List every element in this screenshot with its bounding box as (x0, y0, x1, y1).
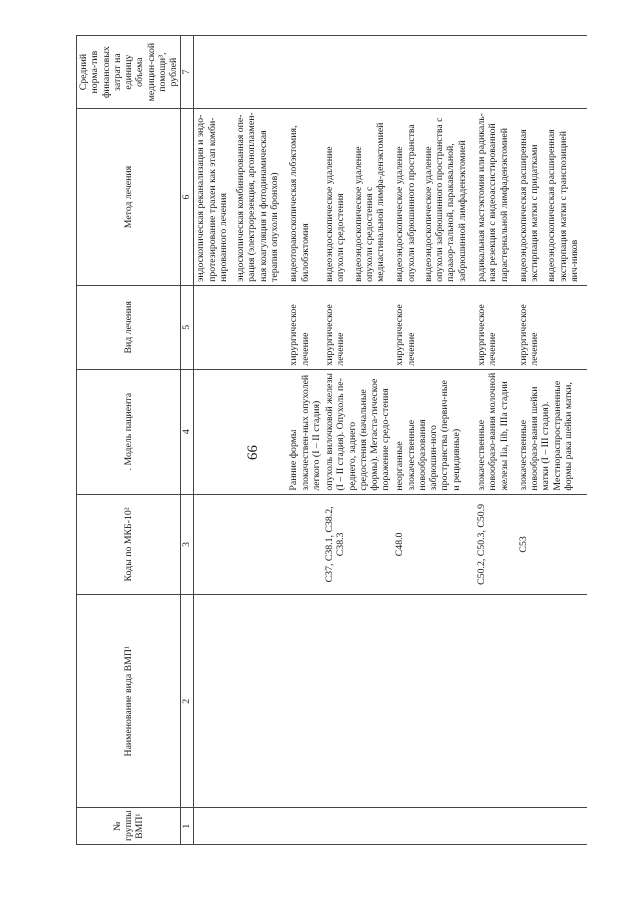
patient-model-cell: Ранние формы злокачествен-ных опухолей легкого (I – II стадия) (287, 369, 323, 494)
method-text: видеоэндоскопическая расширенная экстирпация матки с транспозицией яич-ников (546, 129, 580, 282)
header-row (77, 36, 181, 845)
header-financial-norm: Средний норма-тив финансовых затрат на единицу объема медицин-ской помощи³, рублей (77, 36, 181, 109)
column-number: 1 (181, 808, 194, 845)
method-cell (517, 109, 587, 286)
method-text: радикальная мастэктомия или радикаль-ная резекция с видеоассистированной парастернальной лимфаденэктомией (475, 113, 510, 282)
patient-model-cell: злокачественные новообразо-вания шейки матки (I – III стадия). Местнораспространенные формы рака шейки матки, (517, 369, 587, 494)
patient-model-cell: неорганные злокачественные новообразования забрюшин-ного пространства (первич-ные и рецидивные) (393, 369, 475, 494)
method-text: видеоэндоскопическое удаление опухоли средостения (324, 146, 347, 282)
treatment-type-cell: хирургическое лечение (517, 285, 587, 369)
table-row (517, 36, 587, 845)
method-cell (287, 109, 323, 286)
header-treatment-method: Метод лечения (77, 109, 181, 286)
medical-care-table (76, 35, 587, 845)
column-number-row (181, 36, 194, 845)
method-text: видеоэндоскопическая расширенная экстирпация матки с придатками (517, 129, 541, 282)
treatment-type-cell: хирургическое лечение (323, 285, 393, 369)
method-text: эндоскопическая реканализация и эндо-протезирование трахеи как этап комби-нированного лечения (195, 114, 229, 282)
method-text: видеоэндоскопическое удаление опухоли средостения с медиастинальной лимфа-денэктомией (352, 122, 387, 282)
method-cell (393, 109, 475, 286)
method-cell (194, 109, 287, 286)
table-row (323, 36, 393, 845)
rotated-table-region (76, 35, 596, 845)
method-cell (323, 109, 393, 286)
column-number: 4 (181, 369, 194, 494)
header-treatment-type: Вид лечения (77, 285, 181, 369)
header-group-number: № группы ВМП¹ (77, 808, 181, 845)
column-number: 6 (181, 109, 194, 286)
table-row (194, 36, 287, 845)
method-text: эндоскопическая комбинированная опе-рация (электрорезекция, аргоноплазмен-ная коагуляция и фотодинамическая терапия опухоли бронхов) (235, 112, 280, 282)
column-number: 5 (181, 285, 194, 369)
table-row (287, 36, 323, 845)
method-text: видеоэндоскопическое удаление опухоли забрюшинного пространства с парааор-тальной, паракавальной, забрюшинной лимфаденэктомией (422, 117, 468, 282)
icd-code-cell: C48.0 (393, 494, 475, 595)
treatment-type-cell: хирургическое лечение (475, 285, 517, 369)
column-number: 3 (181, 494, 194, 595)
header-icd-codes: Коды по МКБ-10² (77, 494, 181, 595)
column-number: 7 (181, 36, 194, 109)
icd-code-cell: C37, C38.1, C38.2, C38.3 (323, 494, 393, 595)
patient-model-cell: опухоль вилочковой железы (I – II стадия). Опухоль пе-реднего, заднего средостения (начальные формы). Метаста-тическое поражение средо-стения (323, 369, 393, 494)
method-cell (475, 109, 517, 286)
header-patient-model: . Модель пациента (77, 369, 181, 494)
header-vmp-name: Наименование вида ВМП¹ (77, 595, 181, 808)
column-number: 2 (181, 595, 194, 808)
table-row (475, 36, 517, 845)
method-text: видеоэндоскопическое удаление опухоли забрюшинного пространства (394, 124, 417, 282)
page-number: 99 (243, 445, 260, 460)
method-text: видеоторакоскопическая лобэктомия, билобэктомия (288, 125, 311, 282)
patient-model-cell: злокачественные новообразо-вания молочной железы Iia, Iib, IIIa стадии (475, 369, 517, 494)
icd-code-cell: C53 (517, 494, 587, 595)
treatment-type-cell: хирургическое лечение (287, 285, 323, 369)
treatment-type-cell: хирургическое лечение (393, 285, 475, 369)
icd-code-cell (287, 494, 323, 595)
icd-code-cell: C50.2, C50.3, C50.9 (475, 494, 517, 595)
table-row (393, 36, 475, 845)
